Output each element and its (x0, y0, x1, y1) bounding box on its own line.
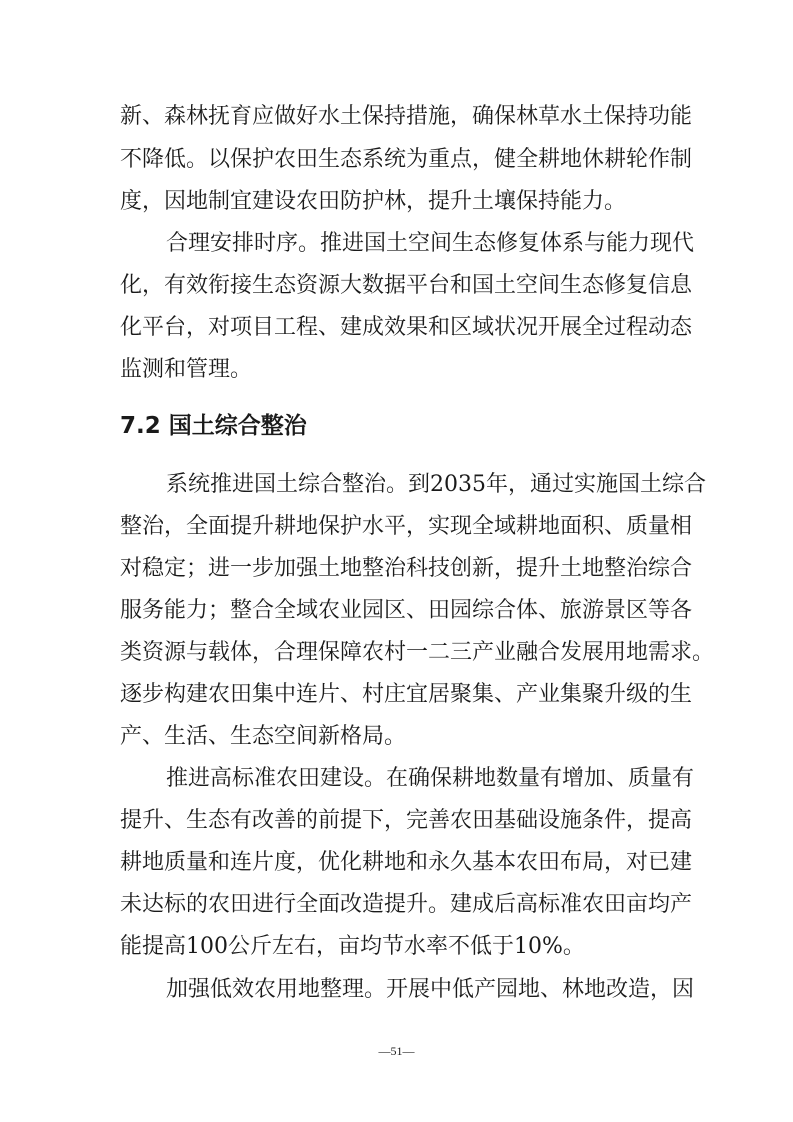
text-line (0, 764, 793, 794)
text-line (0, 806, 793, 836)
line-text: 产、生活、生态空间新格局。 (120, 724, 407, 749)
line-text: 对稳定；进一步加强土地整治科技创新，提升土地整治综合 (120, 556, 693, 581)
text-line (0, 229, 793, 259)
line-text: 监测和管理。 (120, 357, 253, 382)
text-line (0, 187, 793, 217)
text-line (0, 596, 793, 626)
text-line (0, 470, 793, 500)
text-line (0, 554, 793, 584)
line-text: 服务能力；整合全域农业园区、田园综合体、旅游景区等各 (120, 598, 693, 623)
text-line (0, 355, 793, 385)
text-line (0, 145, 793, 175)
text-line (0, 722, 793, 752)
line-text: 推进高标准农田建设。在确保耕地数量有增加、质量有 (166, 766, 695, 791)
text-line (0, 638, 793, 668)
line-text: 新、森林抚育应做好水土保持措施，确保林草水土保持功能 (120, 104, 693, 129)
line-text: 不降低。以保护农田生态系统为重点，健全耕地休耕轮作制 (120, 147, 693, 172)
line-text: 化平台，对项目工程、建成效果和区域状况开展全过程动态 (120, 315, 693, 340)
line-text: 能提高100公斤左右，亩均节水率不低于10%。 (120, 934, 585, 959)
line-text: 逐步构建农田集中连片、村庄宜居聚集、产业集聚升级的生 (120, 682, 693, 707)
text-line (0, 102, 793, 132)
section-heading: 7.2 国土综合整治 (120, 413, 307, 439)
text-line (0, 975, 793, 1005)
line-text: 系统推进国土综合整治。到2035年，通过实施国土综合 (166, 472, 706, 497)
line-text: 未达标的农田进行全面改造提升。建成后高标准农田亩均产 (120, 892, 693, 917)
line-text: 化，有效衔接生态资源大数据平台和国土空间生态修复信息 (120, 273, 693, 298)
page-number: —51— (378, 1044, 415, 1058)
text-line (0, 932, 793, 962)
line-text: 耕地质量和连片度，优化耕地和永久基本农田布局，对已建 (120, 850, 693, 875)
text-line (0, 680, 793, 710)
text-line (0, 512, 793, 542)
line-text: 度，因地制宜建设农田防护林，提升土壤保持能力。 (120, 189, 627, 214)
line-text: 类资源与载体，合理保障农村一二三产业融合发展用地需求。 (120, 640, 715, 665)
text-line (0, 890, 793, 920)
line-text: 整治，全面提升耕地保护水平，实现全域耕地面积、质量相 (120, 514, 693, 539)
text-line (0, 313, 793, 343)
text-line (0, 271, 793, 301)
line-text: 加强低效农用地整理。开展中低产园地、林地改造，因 (166, 977, 695, 1002)
line-text: 提升、生态有改善的前提下，完善农田基础设施条件，提高 (120, 808, 693, 833)
text-line (0, 848, 793, 878)
line-text: 合理安排时序。推进国土空间生态修复体系与能力现代 (166, 231, 695, 256)
